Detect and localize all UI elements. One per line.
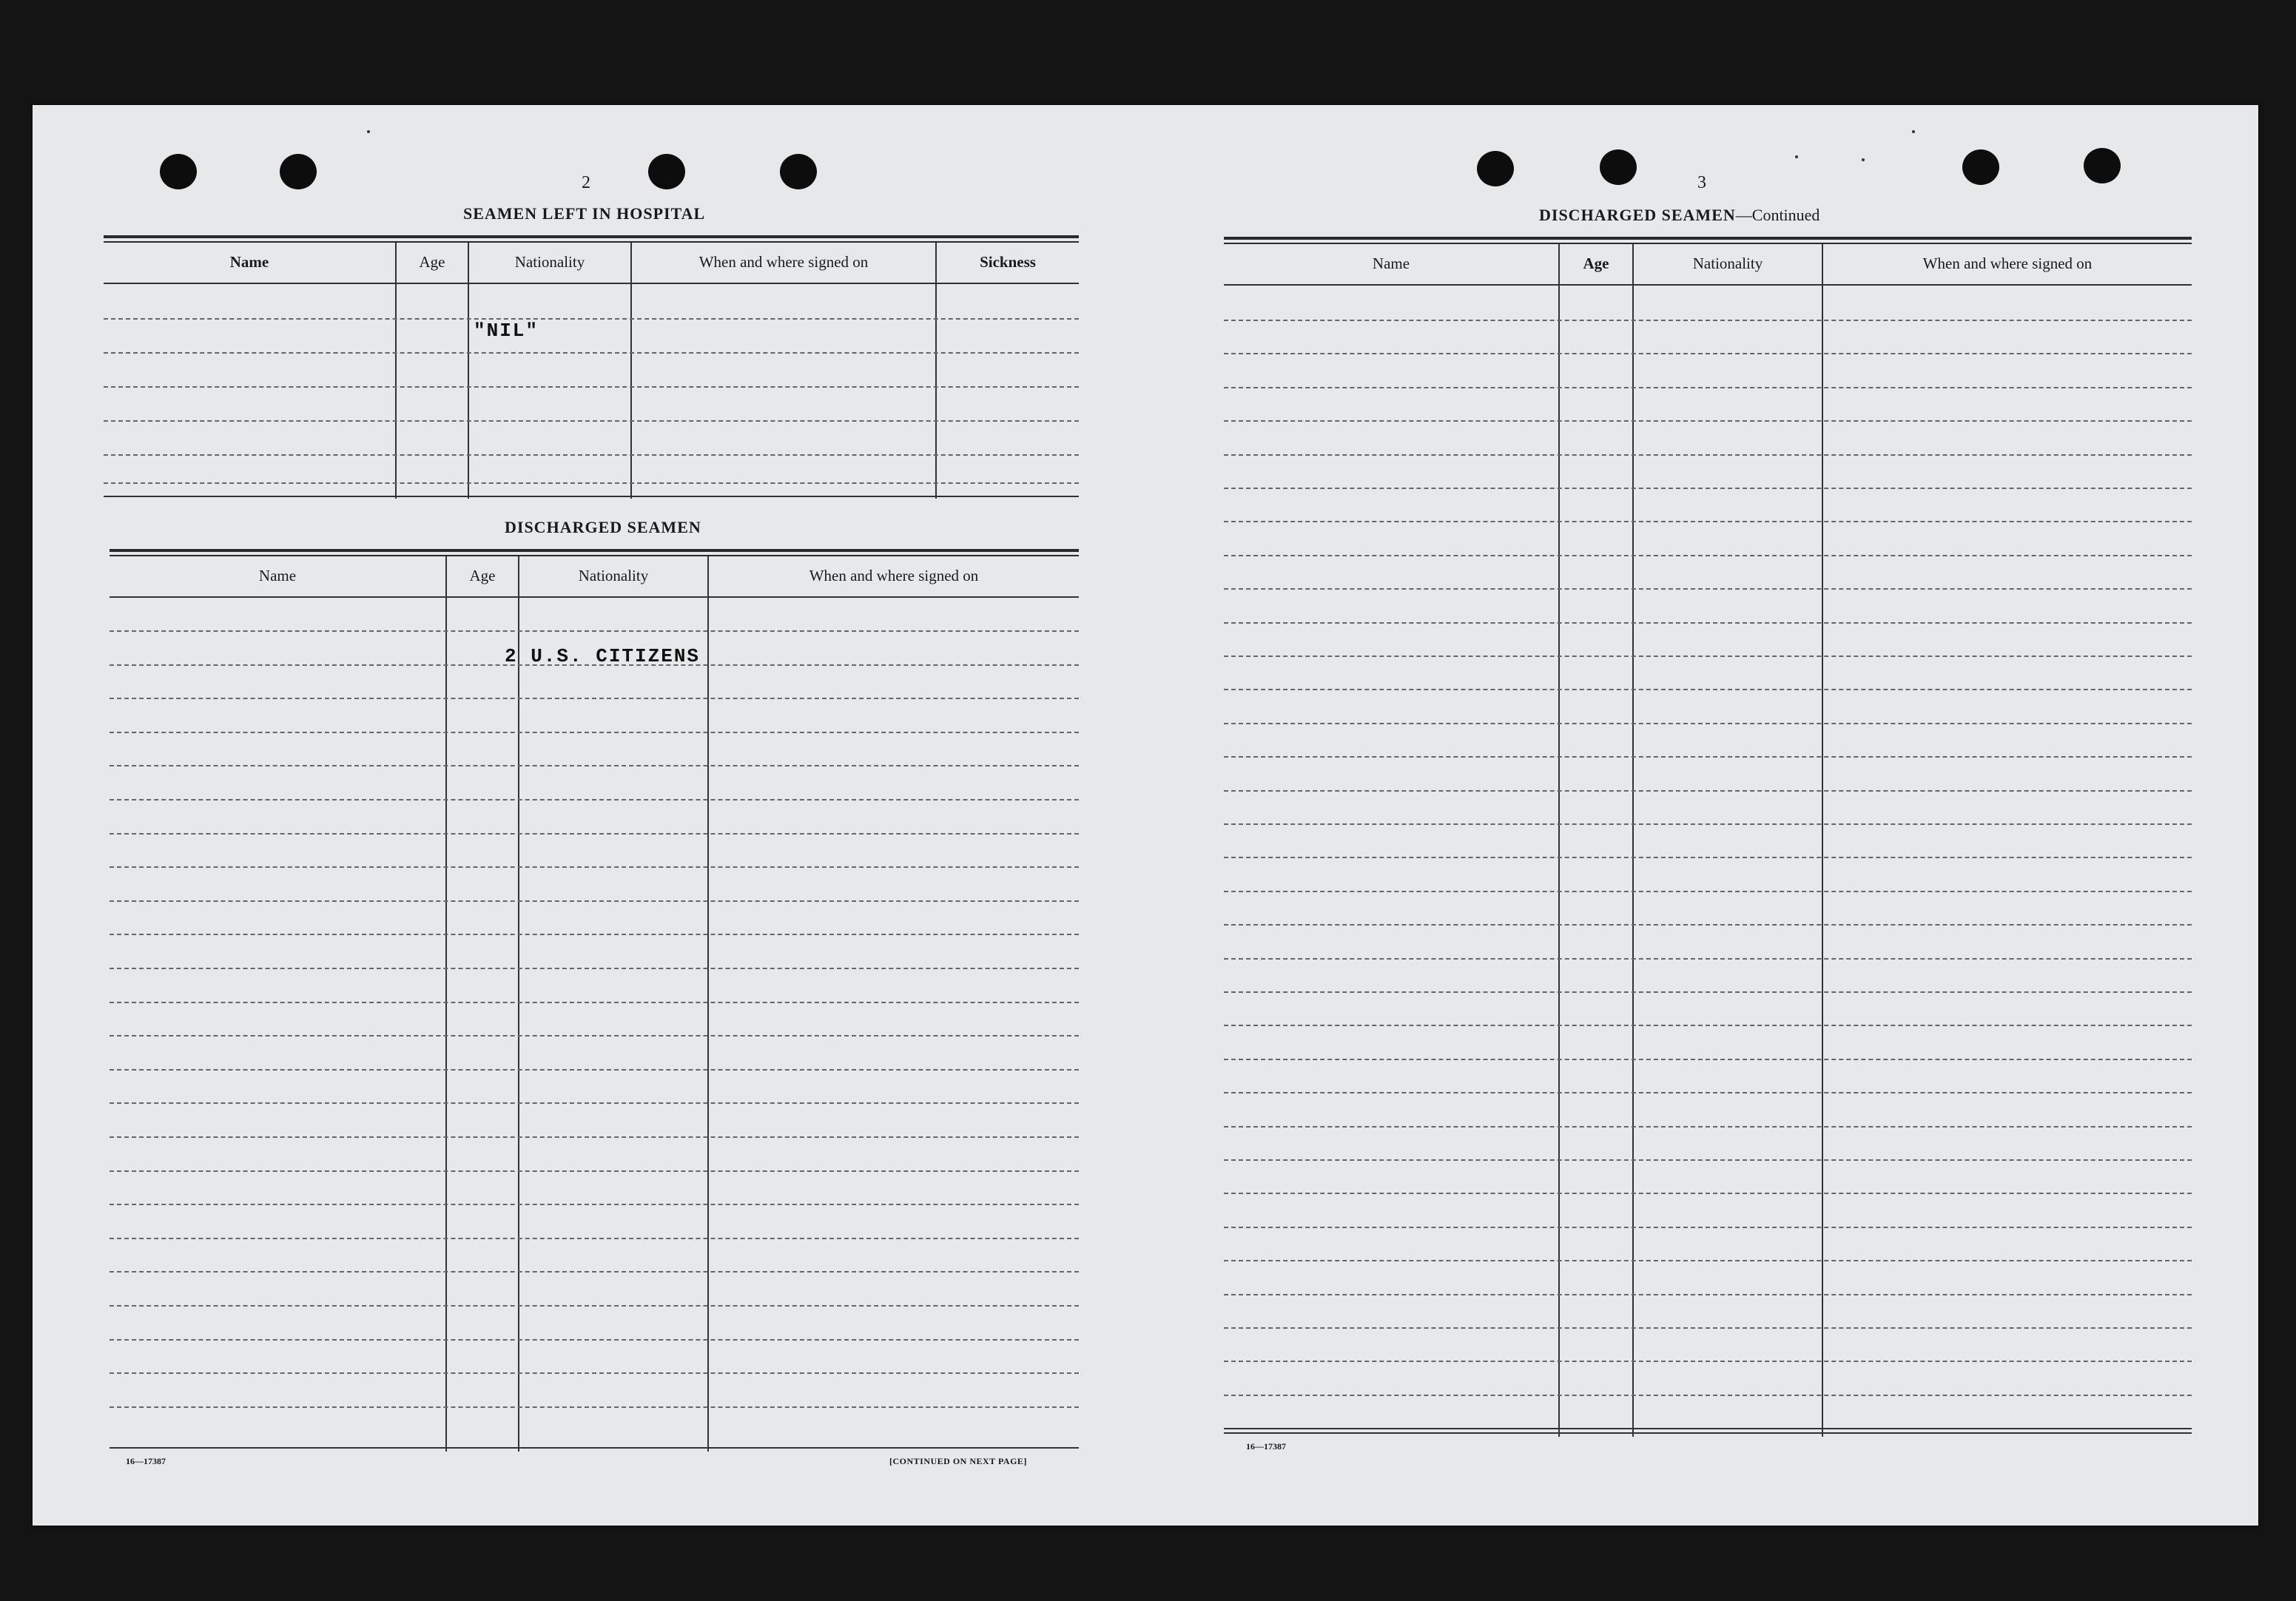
- page-number-right: 3: [1697, 173, 1706, 192]
- entry-line: [110, 765, 1079, 766]
- column-divider: [445, 556, 447, 1452]
- entry-line: [1224, 689, 2192, 690]
- entry-line: [1224, 320, 2192, 321]
- entry-line: [1224, 1159, 2192, 1161]
- column-divider: [935, 243, 937, 499]
- scan-speck: [1862, 158, 1865, 161]
- column-header-name: Name: [1372, 254, 1410, 272]
- column-divider: [518, 556, 519, 1452]
- entry-line: [110, 799, 1079, 800]
- entry-line: [1224, 1025, 2192, 1026]
- discharged-table: [110, 549, 1079, 1453]
- entry-line: [110, 1002, 1079, 1003]
- table-bottom-rule: [1224, 1428, 2192, 1429]
- entry-line: [1224, 1059, 2192, 1060]
- entry-line: [110, 1204, 1079, 1205]
- punch-hole: [160, 154, 197, 189]
- form-code-left: 16—17387: [126, 1456, 166, 1466]
- scanned-document: [33, 105, 2258, 1526]
- table-top-rule: [1224, 237, 2192, 240]
- column-header-name: Name: [258, 566, 297, 584]
- entry-line: [110, 1406, 1079, 1408]
- column-header-nationality: Nationality: [1692, 254, 1763, 272]
- entry-line: [110, 866, 1079, 868]
- entry-line: [1224, 588, 2192, 590]
- entry-line: [1224, 1260, 2192, 1261]
- hospital-section-title: SEAMEN LEFT IN HOSPITAL: [463, 204, 706, 223]
- entry-line: [1224, 857, 2192, 858]
- hospital-typed-entry: "NIL": [474, 320, 539, 342]
- header-rule: [110, 596, 1079, 598]
- column-header-sickness: Sickness: [980, 252, 1036, 271]
- entry-line: [104, 352, 1079, 354]
- entry-line: [1224, 353, 2192, 354]
- column-header-signed-on: When and where signed on: [1922, 254, 2093, 272]
- entry-line: [110, 1102, 1079, 1104]
- entry-line: [110, 732, 1079, 733]
- entry-line: [110, 833, 1079, 835]
- entry-line: [110, 1136, 1079, 1138]
- entry-line: [1224, 555, 2192, 556]
- entry-line: [1224, 1227, 2192, 1228]
- entry-line: [104, 482, 1079, 484]
- entry-line: [1224, 454, 2192, 456]
- column-divider: [1558, 244, 1560, 1437]
- entry-line: [1224, 1193, 2192, 1194]
- column-header-nationality: Nationality: [514, 252, 585, 271]
- continued-note: [CONTINUED ON NEXT PAGE]: [889, 1456, 1027, 1466]
- entry-line: [110, 1170, 1079, 1172]
- header-rule: [1224, 284, 2192, 286]
- table-top-rule: [104, 235, 1079, 238]
- entry-line: [110, 1271, 1079, 1273]
- entry-line: [1224, 1327, 2192, 1329]
- punch-hole: [1962, 149, 1999, 185]
- column-header-age: Age: [419, 252, 445, 271]
- page-number-left: 2: [582, 173, 590, 192]
- column-divider: [1632, 244, 1634, 1437]
- header-rule: [104, 283, 1079, 284]
- entry-line: [110, 630, 1079, 632]
- entry-line: [1224, 1294, 2192, 1295]
- entry-line: [1224, 655, 2192, 657]
- section-title-suffix: —Continued: [1735, 206, 1820, 224]
- entry-line: [104, 454, 1079, 456]
- entry-line: [1224, 790, 2192, 792]
- entry-line: [1224, 756, 2192, 758]
- entry-line: [1224, 1092, 2192, 1093]
- entry-line: [104, 420, 1079, 422]
- entry-line: [110, 1035, 1079, 1037]
- punch-hole: [280, 154, 317, 189]
- column-divider: [1822, 244, 1823, 1437]
- scan-speck: [1912, 130, 1915, 133]
- column-header-nationality: Nationality: [578, 566, 649, 584]
- column-header-name: Name: [229, 252, 269, 271]
- entry-line: [1224, 521, 2192, 522]
- entry-line: [104, 318, 1079, 320]
- table-bottom-rule: [110, 1447, 1079, 1449]
- entry-line: [1224, 958, 2192, 960]
- table-bottom-rule: [1224, 1432, 2192, 1434]
- punch-hole: [1477, 151, 1514, 186]
- entry-line: [1224, 387, 2192, 388]
- entry-line: [1224, 420, 2192, 422]
- column-divider: [395, 243, 397, 499]
- entry-line: [110, 968, 1079, 969]
- column-header-signed-on: When and where signed on: [698, 252, 869, 271]
- discharged-continued-title: [1539, 206, 1819, 225]
- entry-line: [1224, 1126, 2192, 1128]
- discharged-section-title: DISCHARGED SEAMEN: [505, 518, 701, 536]
- column-header-age: Age: [1583, 254, 1609, 272]
- entry-line: [1224, 622, 2192, 624]
- entry-line: [1224, 1361, 2192, 1362]
- entry-line: [110, 934, 1079, 935]
- punch-hole: [1600, 149, 1637, 185]
- entry-line: [1224, 823, 2192, 825]
- scan-speck: [367, 130, 370, 133]
- column-divider: [468, 243, 469, 499]
- entry-line: [110, 1372, 1079, 1374]
- entry-line: [1224, 924, 2192, 926]
- scan-speck: [1795, 155, 1798, 158]
- entry-line: [1224, 1395, 2192, 1396]
- entry-line: [110, 1069, 1079, 1071]
- form-code-right: 16—17387: [1246, 1441, 1286, 1452]
- column-divider: [707, 556, 709, 1452]
- hospital-table: [104, 235, 1079, 500]
- entry-line: [1224, 891, 2192, 892]
- punch-hole: [648, 154, 685, 189]
- entry-line: [1224, 991, 2192, 993]
- column-header-signed-on: When and where signed on: [809, 566, 979, 584]
- punch-hole: [780, 154, 817, 189]
- discharged-typed-entry: 2 U.S. CITIZENS: [505, 645, 701, 667]
- entry-line: [110, 1238, 1079, 1239]
- entry-line: [110, 900, 1079, 902]
- entry-line: [1224, 488, 2192, 489]
- section-title-text: DISCHARGED SEAMEN: [1539, 206, 1736, 224]
- entry-line: [110, 698, 1079, 699]
- table-bottom-rule: [104, 496, 1079, 497]
- entry-line: [104, 386, 1079, 388]
- column-divider: [630, 243, 632, 499]
- table-top-rule: [110, 549, 1079, 552]
- column-header-age: Age: [469, 566, 496, 584]
- entry-line: [1224, 723, 2192, 724]
- punch-hole: [2084, 148, 2121, 183]
- entry-line: [110, 1339, 1079, 1341]
- entry-line: [110, 1305, 1079, 1307]
- discharged-continued-table: [1224, 237, 2192, 1437]
